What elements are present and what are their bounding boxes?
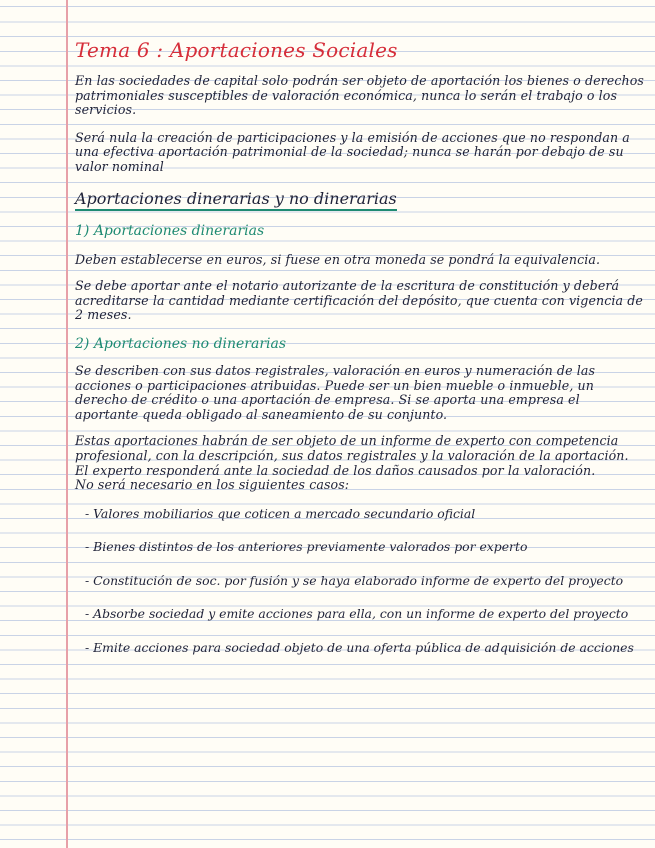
notebook-page	[75, 38, 645, 656]
list-item: - Valores mobiliarios que coticen a mercado secundario oficial	[85, 505, 476, 521]
dinerarias-paragraph-1: Deben establecerse en euros, si fuese en otra moneda se pondrá la equivalencia.	[75, 251, 601, 267]
no-dinerarias-paragraph-2: Estas aportaciones habrán de ser objeto de un informe de experto con competencia profesional, con la descripción, sus datos registrales y la valoración de la aportación.	[75, 433, 629, 463]
page-title: Tema 6 : Aportaciones Sociales	[75, 38, 398, 62]
list-item: - Absorbe sociedad y emite acciones para ella, con un informe de experto del proyecto	[85, 606, 629, 622]
subsection-heading-dinerarias: 1) Aportaciones dinerarias	[75, 222, 265, 239]
exceptions-list	[75, 507, 645, 656]
no-dinerarias-paragraph-1: Se describen con sus datos registrales, valoración en euros y numeración de las acciones o participaciones atribuidas. Puede ser un bien mueble o inmueble, un derecho de crédito o una aportación de empresa. Si se aporta una empresa el aportante queda obligado al saneamiento de su conjunto.	[75, 362, 596, 422]
intro-paragraph-1: En las sociedades de capital solo podrán ser objeto de aportación los bienes o derechos patrimoniales susceptibles de valoración económica, nunca lo serán el trabajo o los servicios.	[75, 73, 644, 118]
intro-paragraph-2: Será nula la creación de participaciones y la emisión de acciones que no respondan a una efectiva aportación patrimonial de la sociedad; nunca se harán por debajo de su valor nominal	[75, 129, 630, 174]
section-heading: Aportaciones dinerarias y no dinerarias	[75, 189, 397, 211]
subsection-heading-no-dinerarias: 2) Aportaciones no dinerarias	[75, 335, 287, 352]
list-item: - Bienes distintos de los anteriores previamente valorados por experto	[85, 539, 528, 555]
no-dinerarias-paragraph-4: No será necesario en los siguientes casos:	[75, 477, 350, 493]
no-dinerarias-paragraph-3: El experto responderá ante la sociedad de los daños causados por la valoración.	[75, 462, 596, 478]
dinerarias-paragraph-2: Se debe aportar ante el notario autorizante de la escritura de constitución y deberá acreditarse la cantidad mediante certificación del depósito, que cuenta con vigencia de 2 meses.	[75, 278, 643, 323]
list-item: - Emite acciones para sociedad objeto de una oferta pública de adquisición de acciones	[85, 640, 634, 656]
margin-line	[66, 0, 68, 848]
list-item: - Constitución de soc. por fusión y se haya elaborado informe de experto del proyecto	[85, 572, 624, 588]
